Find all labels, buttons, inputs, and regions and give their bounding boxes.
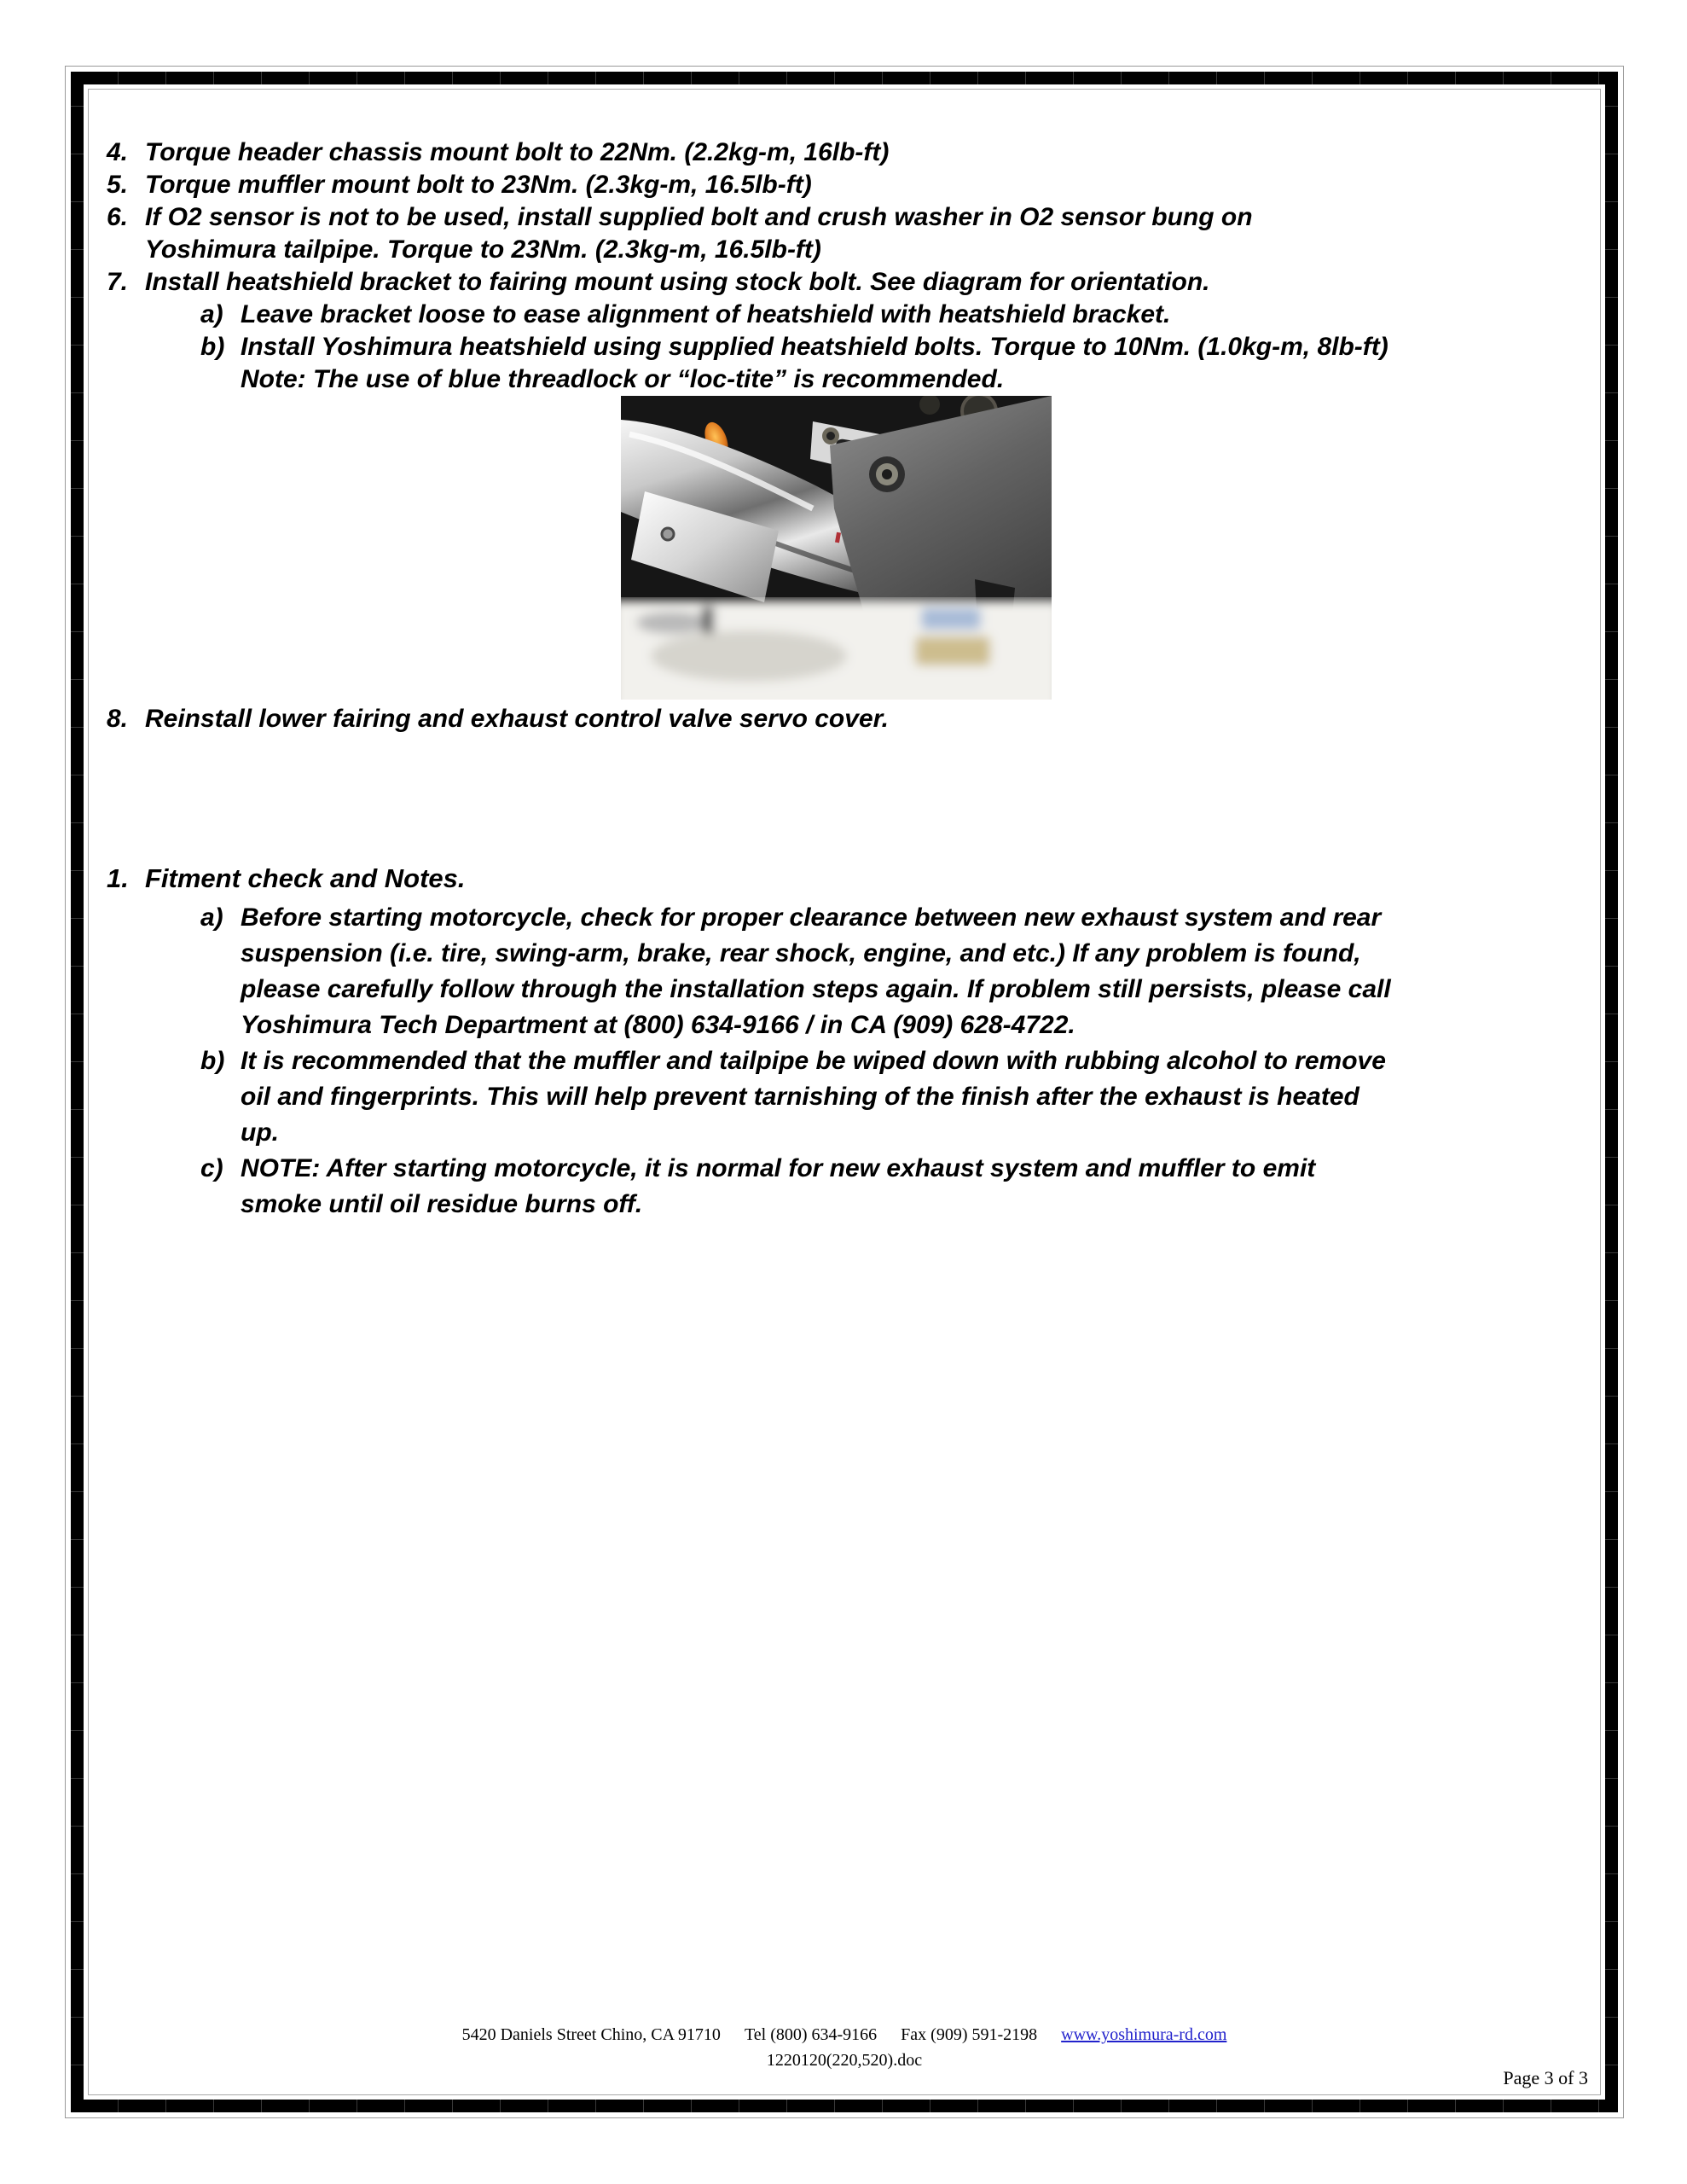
sub-text: Install Yoshimura heatshield using supplied heatshield bolts. Torque to 10Nm. (1.0kg-m, 8lb-ft) Note: The use of blue threadlock or “loc-tite” is recommended. — [241, 333, 1388, 393]
footer-docname: 1220120(220,520).doc — [766, 2051, 923, 2070]
sub-letter: b) — [200, 333, 225, 361]
footer-address: 5420 Daniels Street Chino, CA 91710 — [461, 2025, 721, 2044]
page-border-frame — [65, 66, 1624, 2118]
step-number: 4. — [107, 138, 129, 166]
sub-letter: a) — [200, 300, 223, 328]
step-number: 8. — [107, 705, 129, 733]
page-number: Page 3 of 3 — [1503, 2067, 1588, 2088]
footer-fax: Fax (909) 591-2198 — [901, 2025, 1038, 2044]
step-7a — [89, 299, 1600, 331]
border-band-left — [71, 72, 84, 2112]
installation-photo — [621, 396, 1052, 700]
sub-text: It is recommended that the muffler and tailpipe be wiped down with rubbing alcohol to remove oil and fingerprints. This will help prevent tarnishing of the finish after the exhaust is heated up. — [241, 1047, 1386, 1147]
heading-number: 1. — [107, 863, 129, 893]
sub-letter: b) — [200, 1047, 225, 1075]
step-text: Reinstall lower fairing and exhaust control valve servo cover. — [145, 705, 889, 733]
border-band-top — [71, 72, 1618, 84]
step-6 — [89, 201, 1600, 266]
step-text: Torque header chassis mount bolt to 22Nm. (2.2kg-m, 16lb-ft) — [145, 138, 890, 166]
step-text: If O2 sensor is not to be used, install supplied bolt and crush washer in O2 sensor bung on Yoshimura tailpipe. Torque to 23Nm. (2.3kg-m, 16.5lb-ft) — [145, 203, 1253, 264]
border-band-bottom — [71, 2100, 1618, 2112]
heading-title: Fitment check and Notes. — [145, 863, 466, 893]
footer-tel: Tel (800) 634-9166 — [744, 2025, 878, 2044]
sub-letter: c) — [200, 1154, 223, 1182]
sub-text: Leave bracket loose to ease alignment of heatshield with heatshield bracket. — [241, 300, 1171, 328]
step-number: 6. — [107, 203, 129, 231]
sub-text: Before starting motorcycle, check for proper clearance between new exhaust system and rear suspension (i.e. tire, swing-arm, brake, rear shock, engine, and etc.) If any problem is found, please carefully follow through the installation steps again. If problem still persists, please call Yoshimura Tech Department at (800) 634-9166 / in CA (909) 628-4722. — [241, 903, 1391, 1039]
fitment-item-a — [89, 900, 1600, 1043]
fitment-item-b — [89, 1043, 1600, 1151]
page-content-area — [88, 89, 1601, 2095]
step-4 — [89, 136, 1600, 169]
step-7b — [89, 331, 1600, 396]
website-link[interactable]: www.yoshimura-rd.com — [1061, 2025, 1227, 2044]
page-footer — [89, 2022, 1600, 2073]
sub-letter: a) — [200, 903, 223, 932]
step-number: 7. — [107, 268, 129, 296]
step-number: 5. — [107, 171, 129, 199]
footer-contact-line — [89, 2022, 1600, 2048]
step-7 — [89, 266, 1600, 299]
fitment-item-c — [89, 1151, 1600, 1223]
fitment-heading — [89, 861, 1600, 897]
document-body — [89, 90, 1600, 2094]
step-5 — [89, 169, 1600, 201]
step-8 — [89, 703, 1600, 735]
step-text: Install heatshield bracket to fairing mount using stock bolt. See diagram for orientation. — [145, 268, 1210, 296]
step-text: Torque muffler mount bolt to 23Nm. (2.3kg-m, 16.5lb-ft) — [145, 171, 812, 199]
border-band-right — [1605, 72, 1618, 2112]
sub-text: NOTE: After starting motorcycle, it is normal for new exhaust system and muffler to emit smoke until oil residue burns off. — [241, 1154, 1316, 1218]
